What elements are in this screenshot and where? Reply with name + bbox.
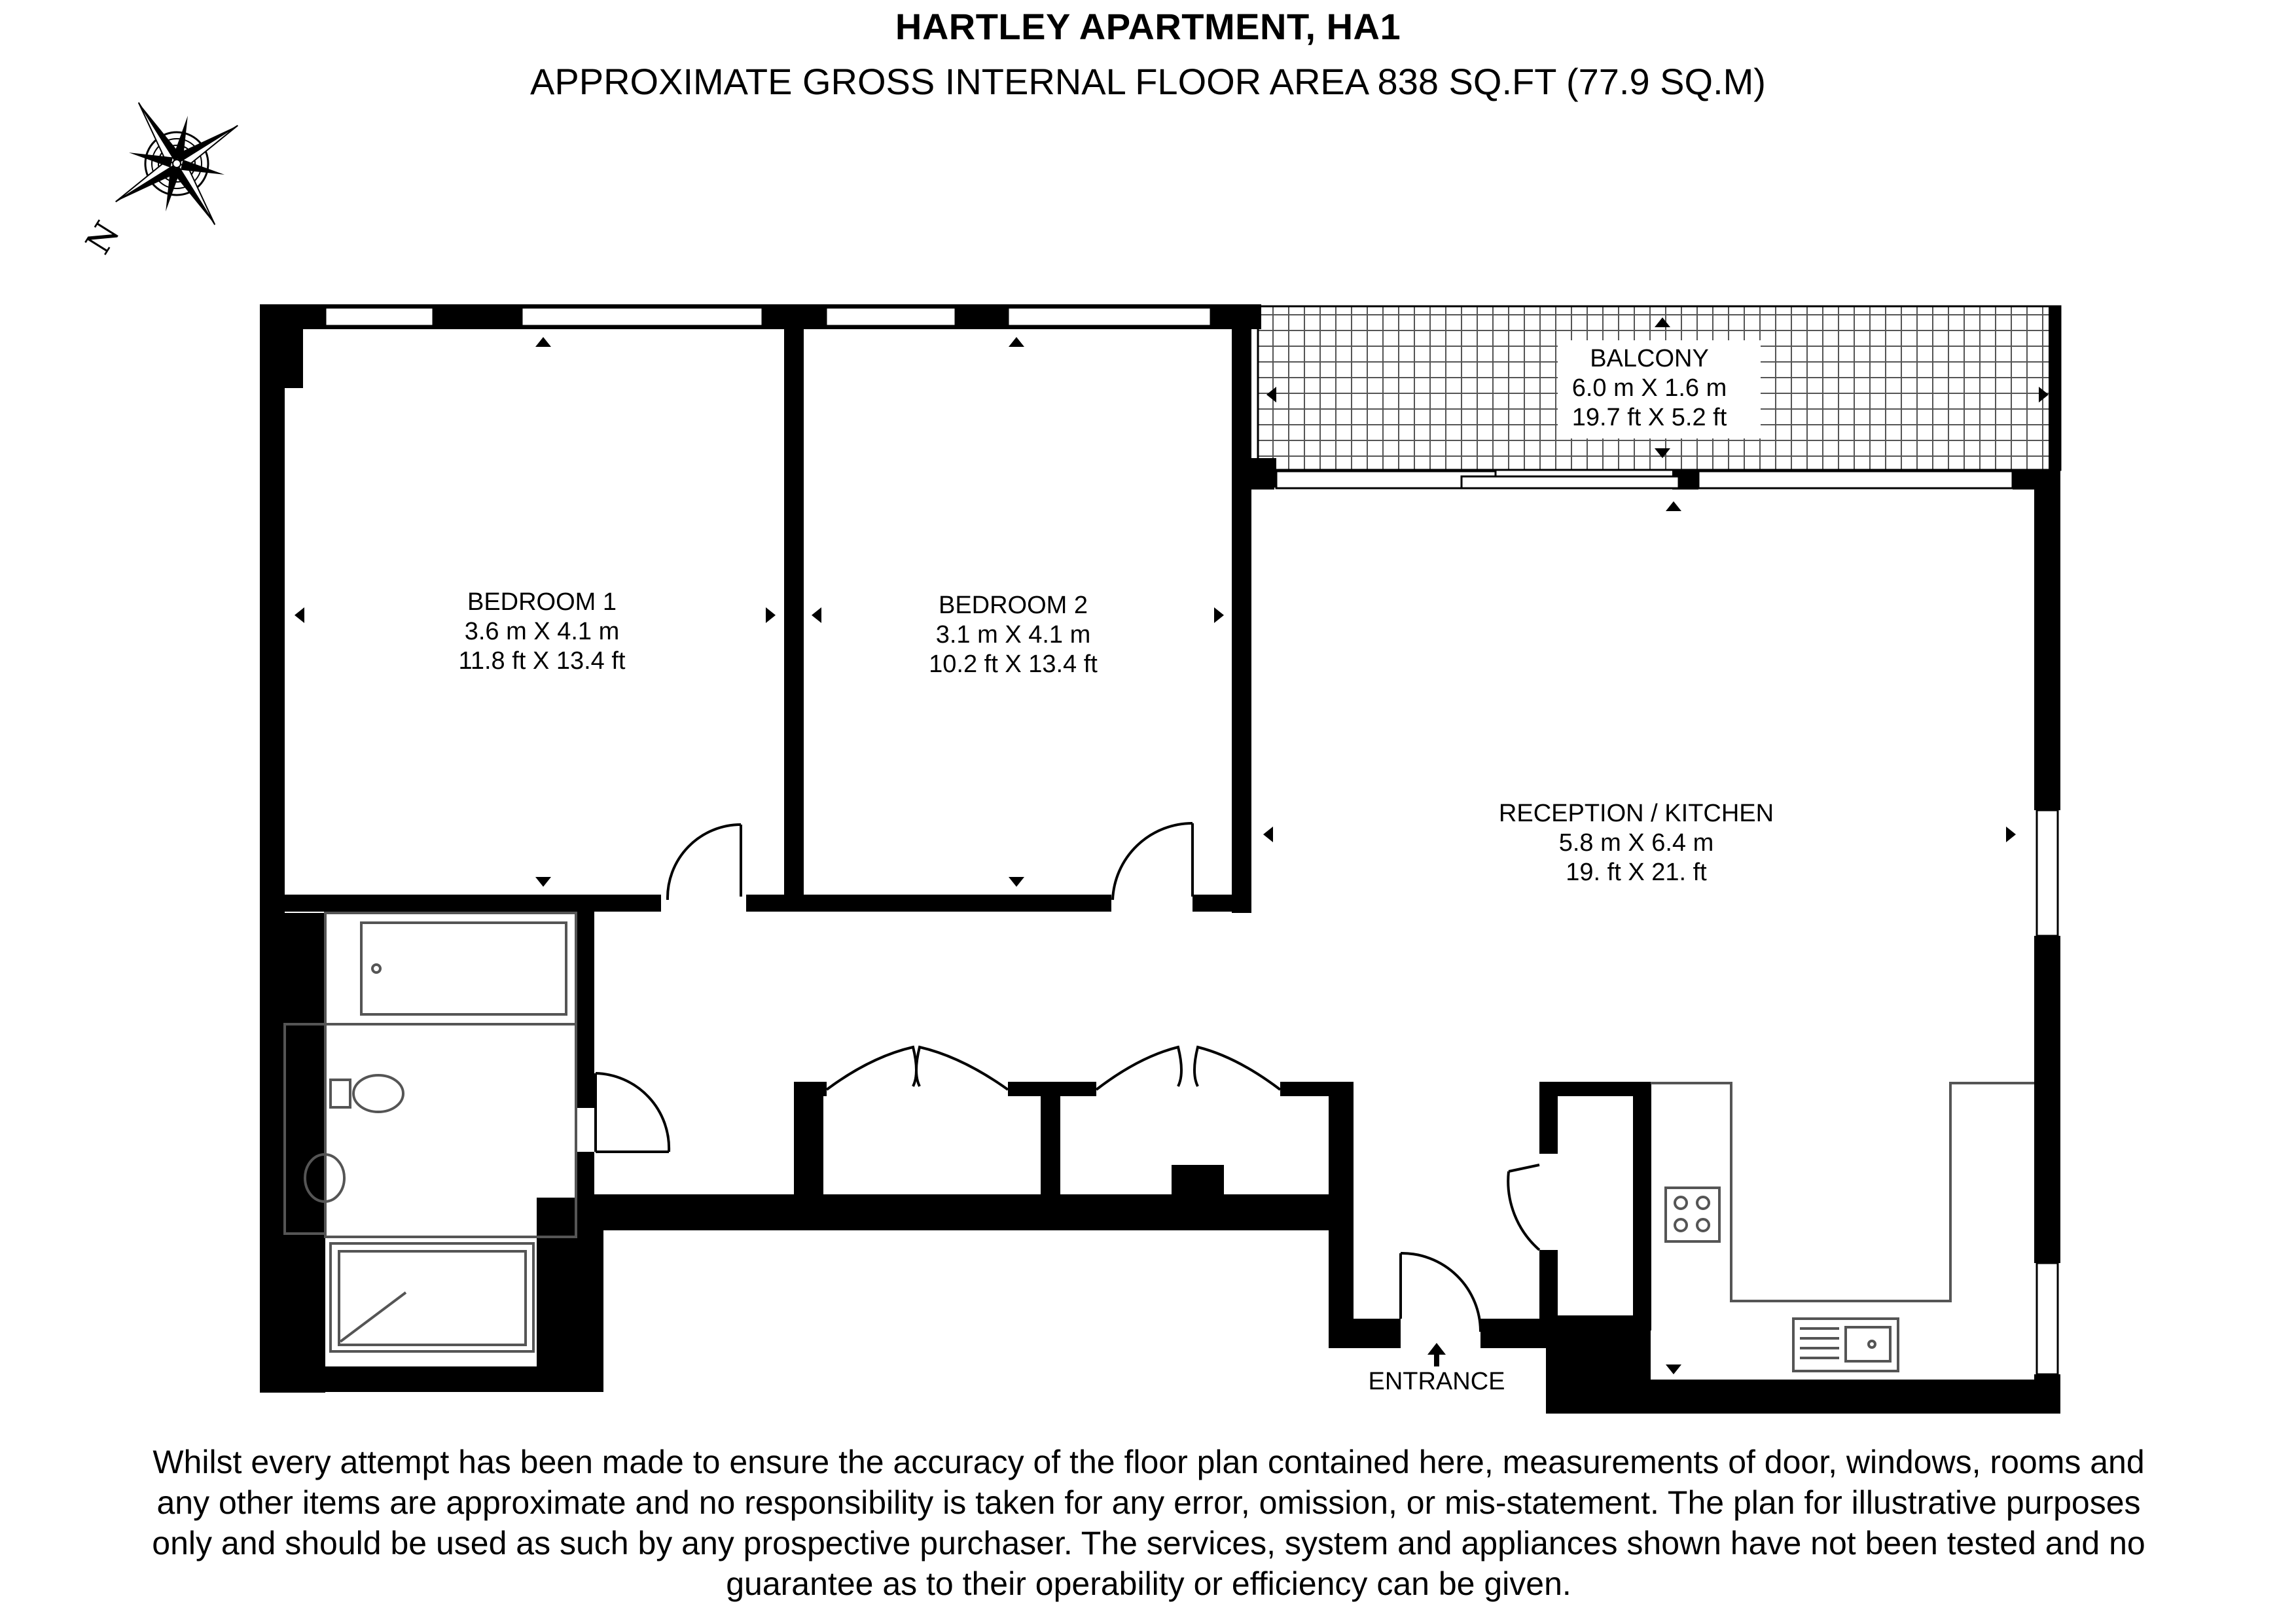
room-reception-kitchen	[1499, 800, 1774, 886]
reception-metric: 5.8 m X 6.4 m	[1558, 829, 1714, 857]
reception-imperial: 19. ft X 21. ft	[1566, 859, 1707, 886]
bedroom-2-name: BEDROOM 2	[938, 592, 1088, 619]
room-bedroom-1	[459, 588, 626, 675]
bedroom-2-imperial: 10.2 ft X 13.4 ft	[929, 651, 1098, 678]
shower-tray	[331, 1243, 533, 1351]
bedroom-2-metric: 3.1 m X 4.1 m	[935, 621, 1091, 649]
bedroom-1-metric: 3.6 m X 4.1 m	[464, 618, 620, 645]
plan-title: HARTLEY APARTMENT, HA1	[895, 6, 1401, 47]
room-balcony	[1572, 345, 1727, 431]
reception-name: RECEPTION / KITCHEN	[1498, 800, 1774, 827]
kitchen-fixtures	[1651, 1083, 2034, 1371]
plan-subtitle: APPROXIMATE GROSS INTERNAL FLOOR AREA 838 SQ.FT (77.9 SQ.M)	[530, 61, 1766, 102]
toilet	[353, 1075, 403, 1112]
north-label: N	[79, 215, 128, 261]
balcony-metric: 6.0 m X 1.6 m	[1571, 374, 1727, 402]
hob	[1666, 1188, 1719, 1241]
room-bedroom-2	[929, 592, 1098, 678]
disclaimer-text: Whilst every attempt has been made to ensure the accuracy of the floor plan contained here, measurements of door, windows, rooms and any other items are approximate and no responsibility is taken for any error, omission, or mis-statement. The plan for illustrative purposes only and should be used as such by any prospective purchaser. The services, system and appliances shown have not been tested and no guarantee as to their operability or efficiency can be given.	[152, 1444, 2145, 1602]
bathtub	[361, 923, 566, 1014]
entrance-label: ENTRANCE	[1368, 1368, 1505, 1395]
bedroom-1-imperial: 11.8 ft X 13.4 ft	[458, 647, 626, 675]
bathroom-fixtures	[285, 913, 576, 1351]
balcony-name: BALCONY	[1590, 345, 1709, 372]
bedroom-1-name: BEDROOM 1	[467, 588, 617, 616]
balcony-imperial: 19.7 ft X 5.2 ft	[1571, 404, 1727, 431]
